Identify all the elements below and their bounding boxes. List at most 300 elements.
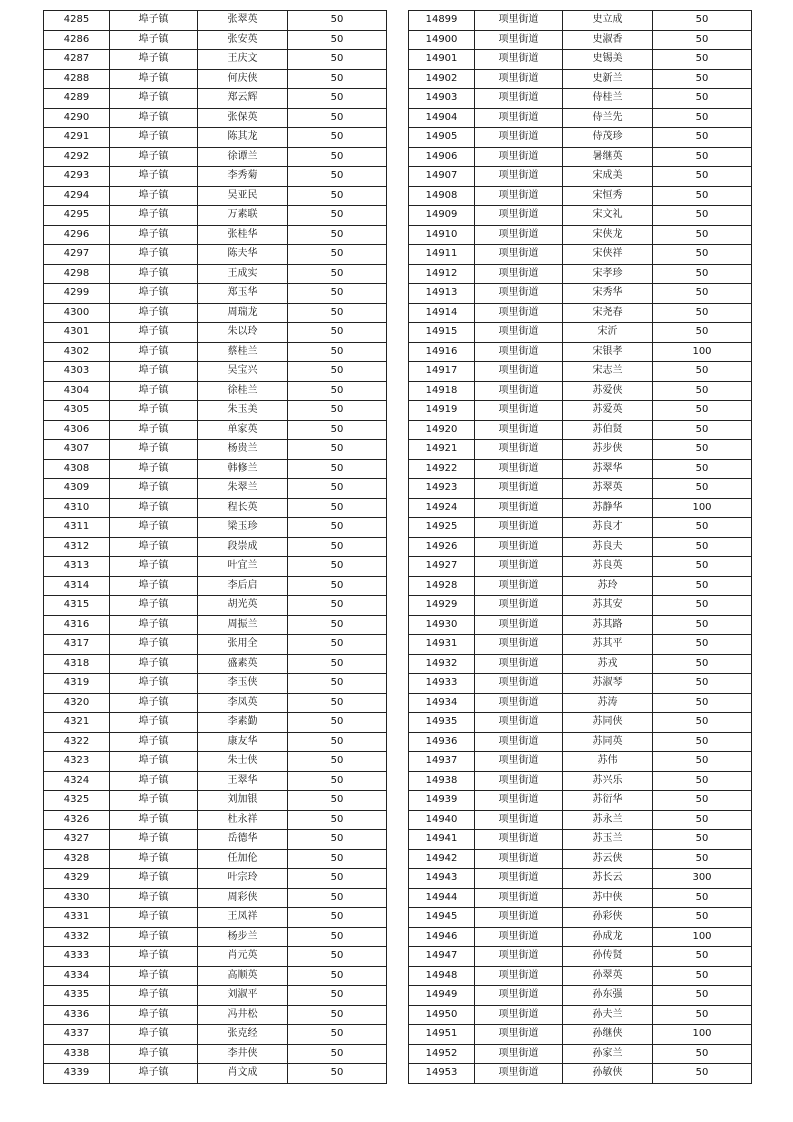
town-cell: 埠子镇: [110, 615, 198, 635]
name-cell: 陈夫华: [198, 245, 288, 265]
row-number-cell: 4328: [44, 849, 110, 869]
table-row: [44, 908, 387, 928]
town-cell: 项里街道: [475, 225, 563, 245]
name-cell: 王翠华: [198, 771, 288, 791]
row-number-cell: 14939: [409, 791, 475, 811]
town-cell: 埠子镇: [110, 576, 198, 596]
town-cell: 项里街道: [475, 674, 563, 694]
amount-cell: 50: [653, 810, 752, 830]
row-number-cell: 4323: [44, 752, 110, 772]
row-number-cell: 4312: [44, 537, 110, 557]
town-cell: 项里街道: [475, 966, 563, 986]
name-cell: 苏其安: [563, 596, 653, 616]
amount-cell: 50: [288, 11, 387, 31]
name-cell: 苏云侠: [563, 849, 653, 869]
table-row: [409, 947, 752, 967]
table-row: [409, 225, 752, 245]
town-cell: 埠子镇: [110, 264, 198, 284]
table-row: [409, 401, 752, 421]
name-cell: 李素勤: [198, 713, 288, 733]
town-cell: 埠子镇: [110, 30, 198, 50]
name-cell: 叶宗玲: [198, 869, 288, 889]
row-number-cell: 4292: [44, 147, 110, 167]
town-cell: 埠子镇: [110, 50, 198, 70]
amount-cell: 50: [288, 791, 387, 811]
amount-cell: 50: [653, 791, 752, 811]
town-cell: 项里街道: [475, 459, 563, 479]
name-cell: 朱士侠: [198, 752, 288, 772]
table-row: [44, 732, 387, 752]
row-number-cell: 14928: [409, 576, 475, 596]
name-cell: 杨步兰: [198, 927, 288, 947]
table-row: [409, 908, 752, 928]
table-row: [409, 381, 752, 401]
name-cell: 张保英: [198, 108, 288, 128]
town-cell: 埠子镇: [110, 849, 198, 869]
name-cell: 王庆文: [198, 50, 288, 70]
row-number-cell: 14921: [409, 440, 475, 460]
amount-cell: 50: [288, 420, 387, 440]
name-cell: 宋文礼: [563, 206, 653, 226]
table-row: [409, 752, 752, 772]
row-number-cell: 14899: [409, 11, 475, 31]
name-cell: 侍桂兰: [563, 89, 653, 109]
table-row: [409, 576, 752, 596]
row-number-cell: 4304: [44, 381, 110, 401]
name-cell: 段崇成: [198, 537, 288, 557]
table-row: [409, 654, 752, 674]
row-number-cell: 4307: [44, 440, 110, 460]
town-cell: 项里街道: [475, 440, 563, 460]
table-row: [409, 810, 752, 830]
town-cell: 项里街道: [475, 1025, 563, 1045]
amount-cell: 50: [653, 986, 752, 1006]
town-cell: 埠子镇: [110, 869, 198, 889]
table-row: [44, 966, 387, 986]
table-row: [409, 1064, 752, 1084]
row-number-cell: 4305: [44, 401, 110, 421]
amount-cell: 50: [653, 537, 752, 557]
amount-cell: 50: [288, 713, 387, 733]
table-row: [409, 771, 752, 791]
name-cell: 李秀菊: [198, 167, 288, 187]
table-row: [44, 323, 387, 343]
amount-cell: 50: [653, 11, 752, 31]
amount-cell: 50: [653, 401, 752, 421]
name-cell: 张用全: [198, 635, 288, 655]
row-number-cell: 4311: [44, 518, 110, 538]
row-number-cell: 4318: [44, 654, 110, 674]
table-row: [44, 186, 387, 206]
town-cell: 项里街道: [475, 50, 563, 70]
table-row: [409, 713, 752, 733]
row-number-cell: 14910: [409, 225, 475, 245]
amount-cell: 50: [653, 830, 752, 850]
amount-cell: 50: [288, 440, 387, 460]
row-number-cell: 14934: [409, 693, 475, 713]
amount-cell: 50: [288, 1044, 387, 1064]
row-number-cell: 4296: [44, 225, 110, 245]
row-number-cell: 14903: [409, 89, 475, 109]
amount-cell: 50: [653, 713, 752, 733]
amount-cell: 50: [288, 986, 387, 1006]
town-cell: 项里街道: [475, 69, 563, 89]
town-cell: 埠子镇: [110, 537, 198, 557]
town-cell: 埠子镇: [110, 713, 198, 733]
amount-cell: 50: [288, 225, 387, 245]
name-cell: 蔡桂兰: [198, 342, 288, 362]
name-cell: 王凤祥: [198, 908, 288, 928]
name-cell: 肖元英: [198, 947, 288, 967]
name-cell: 苏良英: [563, 557, 653, 577]
row-number-cell: 4301: [44, 323, 110, 343]
row-number-cell: 14925: [409, 518, 475, 538]
amount-cell: 50: [653, 362, 752, 382]
row-number-cell: 4320: [44, 693, 110, 713]
amount-cell: 50: [288, 810, 387, 830]
table-row: [44, 713, 387, 733]
town-cell: 项里街道: [475, 518, 563, 538]
amount-cell: 50: [653, 167, 752, 187]
town-cell: 项里街道: [475, 947, 563, 967]
town-cell: 埠子镇: [110, 674, 198, 694]
row-number-cell: 14906: [409, 147, 475, 167]
amount-cell: 50: [288, 479, 387, 499]
name-cell: 苏玲: [563, 576, 653, 596]
town-cell: 埠子镇: [110, 498, 198, 518]
name-cell: 苏翠英: [563, 479, 653, 499]
amount-cell: 50: [653, 1064, 752, 1084]
name-cell: 肖文成: [198, 1064, 288, 1084]
amount-cell: 50: [288, 381, 387, 401]
row-number-cell: 4294: [44, 186, 110, 206]
town-cell: 项里街道: [475, 927, 563, 947]
town-cell: 埠子镇: [110, 635, 198, 655]
amount-cell: 50: [653, 128, 752, 148]
town-cell: 埠子镇: [110, 225, 198, 245]
amount-cell: 50: [653, 108, 752, 128]
table-row: [44, 498, 387, 518]
table-row: [44, 810, 387, 830]
name-cell: 苏其路: [563, 615, 653, 635]
table-row: [409, 128, 752, 148]
row-number-cell: 14922: [409, 459, 475, 479]
row-number-cell: 14931: [409, 635, 475, 655]
row-number-cell: 14953: [409, 1064, 475, 1084]
town-cell: 项里街道: [475, 654, 563, 674]
town-cell: 项里街道: [475, 557, 563, 577]
left-table-body: [44, 11, 387, 1084]
town-cell: 项里街道: [475, 401, 563, 421]
town-cell: 埠子镇: [110, 206, 198, 226]
table-row: [44, 869, 387, 889]
table-row: [44, 752, 387, 772]
table-row: [44, 50, 387, 70]
name-cell: 孙敏侠: [563, 1064, 653, 1084]
town-cell: 项里街道: [475, 167, 563, 187]
row-number-cell: 4313: [44, 557, 110, 577]
table-row: [409, 479, 752, 499]
town-cell: 项里街道: [475, 284, 563, 304]
table-row: [409, 888, 752, 908]
row-number-cell: 14933: [409, 674, 475, 694]
name-cell: 苏涛: [563, 693, 653, 713]
name-cell: 郑玉华: [198, 284, 288, 304]
table-row: [44, 1025, 387, 1045]
row-number-cell: 14924: [409, 498, 475, 518]
name-cell: 宋秀华: [563, 284, 653, 304]
name-cell: 宋志兰: [563, 362, 653, 382]
table-row: [409, 323, 752, 343]
town-cell: 埠子镇: [110, 342, 198, 362]
name-cell: 朱翠兰: [198, 479, 288, 499]
table-row: [409, 147, 752, 167]
amount-cell: 50: [653, 89, 752, 109]
row-number-cell: 14911: [409, 245, 475, 265]
table-row: [409, 264, 752, 284]
name-cell: 宋侠祥: [563, 245, 653, 265]
amount-cell: 50: [653, 1044, 752, 1064]
name-cell: 何庆侠: [198, 69, 288, 89]
row-number-cell: 4332: [44, 927, 110, 947]
table-row: [44, 11, 387, 31]
row-number-cell: 4333: [44, 947, 110, 967]
name-cell: 宋沂: [563, 323, 653, 343]
name-cell: 苏中侠: [563, 888, 653, 908]
name-cell: 孙彩侠: [563, 908, 653, 928]
name-cell: 岳德华: [198, 830, 288, 850]
table-row: [409, 245, 752, 265]
table-row: [44, 596, 387, 616]
amount-cell: 50: [653, 440, 752, 460]
town-cell: 项里街道: [475, 888, 563, 908]
row-number-cell: 14920: [409, 420, 475, 440]
table-row: [409, 537, 752, 557]
town-cell: 埠子镇: [110, 108, 198, 128]
name-cell: 徐谭兰: [198, 147, 288, 167]
table-row: [44, 674, 387, 694]
name-cell: 苏兴乐: [563, 771, 653, 791]
table-row: [44, 401, 387, 421]
table-row: [409, 342, 752, 362]
row-number-cell: 4306: [44, 420, 110, 440]
name-cell: 万素联: [198, 206, 288, 226]
amount-cell: 50: [653, 381, 752, 401]
right-table-body: [409, 11, 752, 1084]
row-number-cell: 4338: [44, 1044, 110, 1064]
name-cell: 苏玉兰: [563, 830, 653, 850]
amount-cell: 100: [653, 1025, 752, 1045]
amount-cell: 50: [288, 596, 387, 616]
town-cell: 埠子镇: [110, 966, 198, 986]
row-number-cell: 14951: [409, 1025, 475, 1045]
left-table: [43, 10, 387, 1084]
town-cell: 埠子镇: [110, 362, 198, 382]
amount-cell: 50: [288, 771, 387, 791]
table-row: [44, 927, 387, 947]
name-cell: 孙继侠: [563, 1025, 653, 1045]
amount-cell: 100: [653, 927, 752, 947]
amount-cell: 50: [653, 206, 752, 226]
amount-cell: 50: [653, 303, 752, 323]
amount-cell: 50: [288, 498, 387, 518]
table-row: [409, 11, 752, 31]
town-cell: 埠子镇: [110, 947, 198, 967]
table-row: [409, 1044, 752, 1064]
table-row: [44, 69, 387, 89]
name-cell: 盛素英: [198, 654, 288, 674]
table-row: [44, 771, 387, 791]
town-cell: 项里街道: [475, 498, 563, 518]
table-row: [409, 30, 752, 50]
name-cell: 苏其平: [563, 635, 653, 655]
town-cell: 项里街道: [475, 323, 563, 343]
town-cell: 项里街道: [475, 245, 563, 265]
amount-cell: 50: [288, 576, 387, 596]
row-number-cell: 4319: [44, 674, 110, 694]
amount-cell: 50: [288, 401, 387, 421]
amount-cell: 50: [653, 245, 752, 265]
amount-cell: 50: [288, 1064, 387, 1084]
amount-cell: 50: [653, 69, 752, 89]
row-number-cell: 14919: [409, 401, 475, 421]
amount-cell: 50: [653, 420, 752, 440]
town-cell: 埠子镇: [110, 186, 198, 206]
town-cell: 项里街道: [475, 908, 563, 928]
name-cell: 冯井松: [198, 1005, 288, 1025]
row-number-cell: 4324: [44, 771, 110, 791]
name-cell: 暑继英: [563, 147, 653, 167]
name-cell: 胡光英: [198, 596, 288, 616]
row-number-cell: 14950: [409, 1005, 475, 1025]
amount-cell: 50: [288, 147, 387, 167]
amount-cell: 50: [288, 362, 387, 382]
row-number-cell: 4295: [44, 206, 110, 226]
table-row: [44, 89, 387, 109]
name-cell: 苏静华: [563, 498, 653, 518]
row-number-cell: 14918: [409, 381, 475, 401]
town-cell: 埠子镇: [110, 791, 198, 811]
amount-cell: 50: [288, 888, 387, 908]
row-number-cell: 14944: [409, 888, 475, 908]
table-row: [409, 596, 752, 616]
town-cell: 埠子镇: [110, 810, 198, 830]
table-row: [409, 108, 752, 128]
town-cell: 埠子镇: [110, 303, 198, 323]
row-number-cell: 4297: [44, 245, 110, 265]
table-row: [44, 459, 387, 479]
name-cell: 侍兰先: [563, 108, 653, 128]
amount-cell: 50: [288, 264, 387, 284]
name-cell: 杨贵兰: [198, 440, 288, 460]
table-row: [44, 537, 387, 557]
table-row: [409, 303, 752, 323]
name-cell: 史新兰: [563, 69, 653, 89]
table-row: [409, 69, 752, 89]
table-row: [44, 128, 387, 148]
name-cell: 叶宜兰: [198, 557, 288, 577]
town-cell: 埠子镇: [110, 986, 198, 1006]
table-row: [409, 362, 752, 382]
table-row: [409, 1025, 752, 1045]
name-cell: 侍茂珍: [563, 128, 653, 148]
row-number-cell: 14948: [409, 966, 475, 986]
amount-cell: 50: [288, 615, 387, 635]
table-row: [44, 518, 387, 538]
amount-cell: 50: [288, 1025, 387, 1045]
name-cell: 单家英: [198, 420, 288, 440]
table-row: [44, 440, 387, 460]
table-row: [44, 888, 387, 908]
row-number-cell: 4303: [44, 362, 110, 382]
amount-cell: 50: [288, 323, 387, 343]
row-number-cell: 14923: [409, 479, 475, 499]
town-cell: 埠子镇: [110, 654, 198, 674]
row-number-cell: 14940: [409, 810, 475, 830]
town-cell: 埠子镇: [110, 596, 198, 616]
row-number-cell: 4336: [44, 1005, 110, 1025]
amount-cell: 50: [288, 635, 387, 655]
row-number-cell: 14937: [409, 752, 475, 772]
name-cell: 史淑香: [563, 30, 653, 50]
amount-cell: 50: [653, 849, 752, 869]
town-cell: 埠子镇: [110, 128, 198, 148]
town-cell: 埠子镇: [110, 89, 198, 109]
name-cell: 吴宝兴: [198, 362, 288, 382]
town-cell: 埠子镇: [110, 69, 198, 89]
row-number-cell: 4300: [44, 303, 110, 323]
row-number-cell: 4309: [44, 479, 110, 499]
town-cell: 埠子镇: [110, 752, 198, 772]
amount-cell: 50: [288, 537, 387, 557]
row-number-cell: 14905: [409, 128, 475, 148]
row-number-cell: 4330: [44, 888, 110, 908]
table-row: [44, 108, 387, 128]
town-cell: 埠子镇: [110, 459, 198, 479]
table-row: [409, 869, 752, 889]
amount-cell: 50: [653, 693, 752, 713]
town-cell: 项里街道: [475, 108, 563, 128]
name-cell: 苏伯贤: [563, 420, 653, 440]
amount-cell: 50: [288, 908, 387, 928]
name-cell: 苏淑琴: [563, 674, 653, 694]
table-row: [44, 986, 387, 1006]
town-cell: 项里街道: [475, 596, 563, 616]
amount-cell: 50: [288, 752, 387, 772]
amount-cell: 50: [288, 459, 387, 479]
town-cell: 项里街道: [475, 381, 563, 401]
town-cell: 项里街道: [475, 849, 563, 869]
table-row: [409, 420, 752, 440]
table-row: [44, 557, 387, 577]
amount-cell: 50: [653, 615, 752, 635]
table-row: [409, 206, 752, 226]
amount-cell: 50: [653, 30, 752, 50]
table-row: [409, 791, 752, 811]
name-cell: 苏良夫: [563, 537, 653, 557]
amount-cell: 50: [653, 284, 752, 304]
amount-cell: 50: [653, 1005, 752, 1025]
table-row: [44, 381, 387, 401]
amount-cell: 50: [653, 596, 752, 616]
town-cell: 埠子镇: [110, 381, 198, 401]
amount-cell: 50: [653, 752, 752, 772]
amount-cell: 50: [653, 888, 752, 908]
amount-cell: 50: [288, 557, 387, 577]
row-number-cell: 14901: [409, 50, 475, 70]
row-number-cell: 4291: [44, 128, 110, 148]
row-number-cell: 14929: [409, 596, 475, 616]
